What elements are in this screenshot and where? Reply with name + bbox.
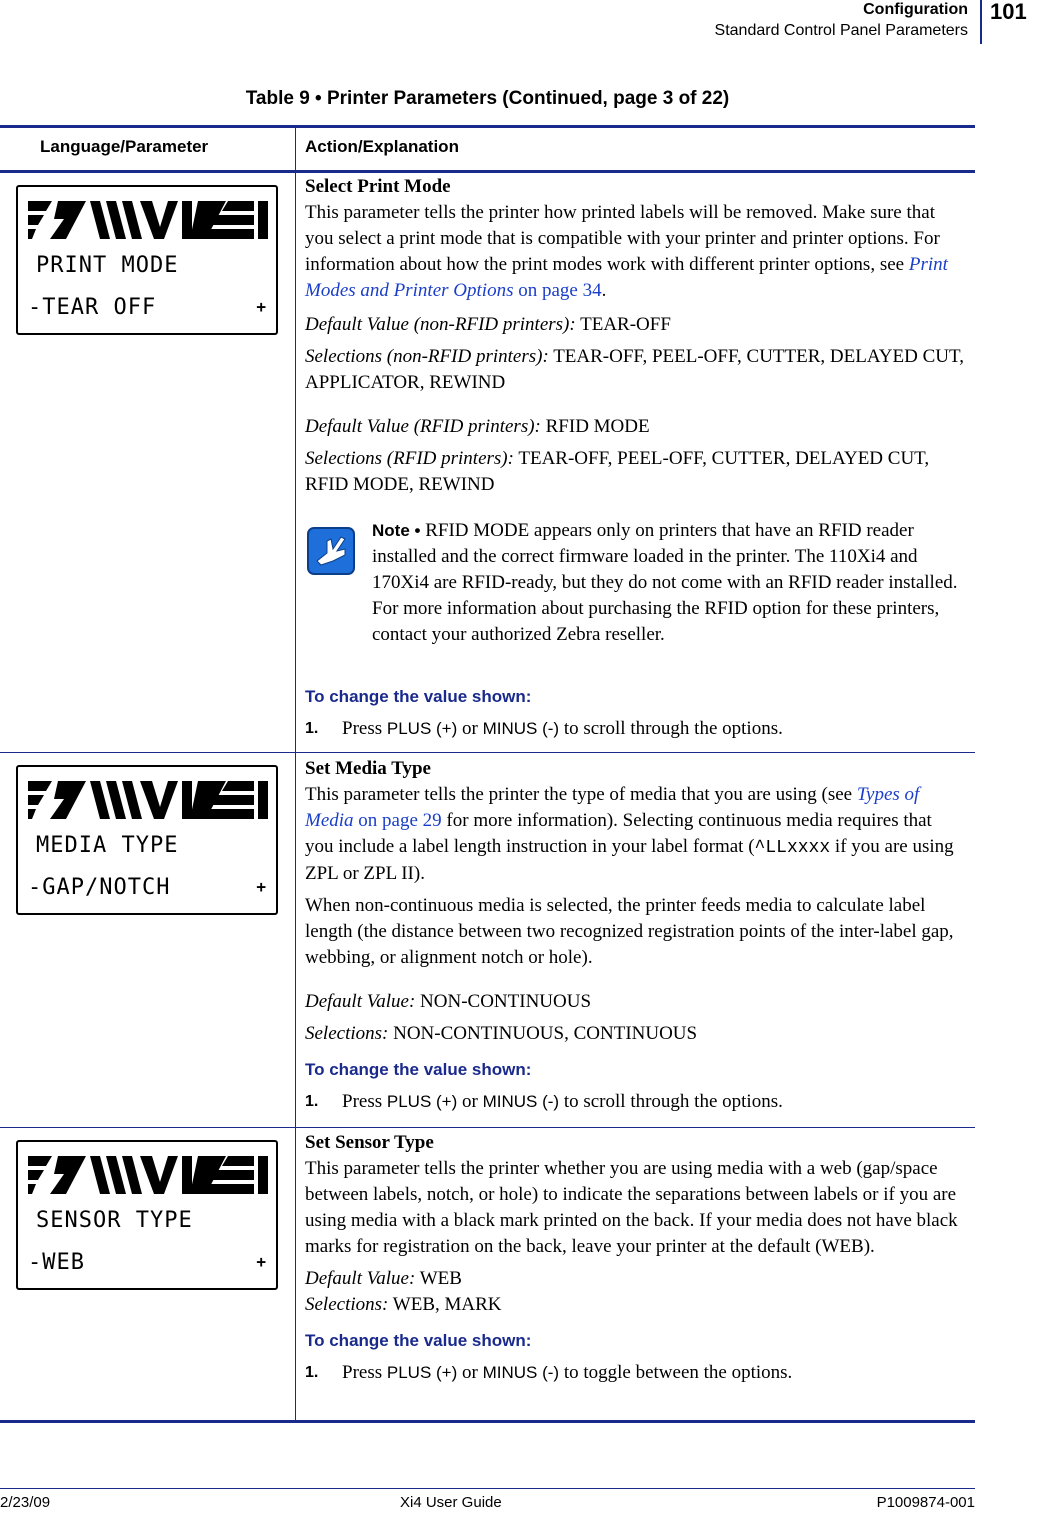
code-snippet: ^LLxxxx — [754, 838, 831, 858]
plus-key: PLUS (+) — [386, 1363, 458, 1382]
lcd-display — [16, 185, 278, 335]
step-item: 1. Press PLUS (+) or MINUS (-) to scroll through the options. — [305, 1089, 965, 1115]
lcd-display — [16, 1140, 278, 1290]
step-number: 1. — [305, 1093, 319, 1110]
change-instructions — [305, 684, 965, 742]
row-explanation — [305, 756, 965, 1115]
header-divider — [980, 0, 982, 44]
parameter-description: This parameter tells the printer the type of media that you are using (see Types of Media on page 29 for more information). Selecting continuous media requires that you include a label length instruction in your label format (^LLxxxx if you are using ZPL or ZPL II). — [305, 784, 954, 884]
note-label: Note • — [372, 521, 421, 540]
lcd-parameter-name: SENSOR TYPE — [36, 1208, 193, 1233]
header-bottom-rule — [0, 170, 975, 173]
selections: Selections: NON-CONTINUOUS, CONTINUOUS — [305, 1023, 698, 1044]
column-header-language: Language/Parameter — [40, 137, 209, 156]
lcd-parameter-value: -TEAR OFF — [28, 295, 157, 320]
parameter-description-2: When non-continuous media is selected, the printer feeds media to calculate label length (the distance between two recognized registration points of the inter-label gap, webbing, or alignment notch or hole). — [305, 895, 954, 968]
change-heading: To change the value shown: — [305, 687, 532, 706]
selections-rfid: Selections (RFID printers): TEAR-OFF, PEEL-OFF, CUTTER, DELAYED CUT, RFID MODE, REWIND — [305, 448, 930, 495]
footer-guide-title: Xi4 User Guide — [400, 1494, 502, 1511]
parameter-description: This parameter tells the printer how printed labels will be removed. Make sure that you select a print mode that is compatible with your printer and printer options. For information about how the print modes work with different printer options, see Print Modes and Printer Options on page 34. — [305, 202, 948, 301]
cross-reference-link[interactable]: Types of Media — [305, 784, 920, 831]
row-explanation — [305, 174, 965, 498]
footer-rule — [0, 1488, 975, 1489]
zebra-logo-icon — [28, 1152, 268, 1198]
parameter-heading: Select Print Mode — [305, 176, 451, 197]
selections: Selections (non-RFID printers): TEAR-OFF, PEEL-OFF, CUTTER, DELAYED CUT, APPLICATOR, REWIND — [305, 346, 964, 393]
step-number: 1. — [305, 720, 319, 737]
lcd-plus-indicator: + — [256, 1252, 266, 1271]
table-top-rule — [0, 125, 975, 128]
page-number: 101 — [990, 0, 1027, 24]
selections: Selections: WEB, MARK — [305, 1294, 502, 1315]
step-item: 1. Press PLUS (+) or MINUS (-) to toggle between the options. — [305, 1360, 965, 1386]
header-subsection: Standard Control Panel Parameters — [714, 22, 968, 39]
page-reference-link[interactable]: on page 29 — [358, 810, 442, 831]
minus-key: MINUS (-) — [482, 1092, 560, 1111]
note-hand-icon — [307, 527, 355, 575]
table-bottom-rule — [0, 1420, 975, 1423]
change-heading: To change the value shown: — [305, 1331, 532, 1350]
step-number: 1. — [305, 1364, 319, 1381]
note-box — [372, 518, 962, 648]
zebra-logo-icon — [28, 777, 268, 823]
footer-date: 2/23/09 — [0, 1494, 51, 1511]
minus-key: MINUS (-) — [482, 1363, 560, 1382]
default-value: Default Value: WEB — [305, 1268, 462, 1289]
plus-key: PLUS (+) — [386, 1092, 458, 1111]
parameter-heading: Set Media Type — [305, 758, 431, 779]
zebra-logo-icon — [28, 197, 268, 243]
row-explanation — [305, 1130, 965, 1386]
footer-part-number: P1009874-001 — [876, 1494, 975, 1511]
header-section: Configuration — [863, 1, 968, 18]
default-value-rfid: Default Value (RFID printers): RFID MODE — [305, 416, 650, 437]
row-divider — [0, 752, 975, 753]
plus-key: PLUS (+) — [386, 719, 458, 738]
parameter-description: This parameter tells the printer whether you are using media with a web (gap/space between labels, notch, or hole) to indicate the separations between labels or if you are using media with a black mark printed on the back. If your media does not have black marks for registration on the back, leave your printer at the default (WEB). — [305, 1158, 958, 1257]
page-reference-link[interactable]: on page 34 — [518, 280, 602, 301]
default-value: Default Value (non-RFID printers): TEAR-OFF — [305, 314, 671, 335]
step-item: 1. Press PLUS (+) or MINUS (-) to scroll through the options. — [305, 716, 965, 742]
note-text: RFID MODE appears only on printers that have an RFID reader installed and the correct firmware loaded in the printer. The 110Xi4 and 170Xi4 are RFID-ready, but they do not come with an RFID reader installed. For more information about purchasing the RFID option for these printers, contact your authorized Zebra reseller. — [372, 520, 958, 645]
cross-reference-link[interactable]: Print Modes and Printer Options — [305, 254, 948, 301]
column-header-action: Action/Explanation — [305, 137, 459, 156]
page-header — [0, 0, 1038, 48]
default-value: Default Value: NON-CONTINUOUS — [305, 991, 592, 1012]
change-heading: To change the value shown: — [305, 1060, 532, 1079]
lcd-parameter-name: MEDIA TYPE — [36, 833, 179, 858]
lcd-plus-indicator: + — [256, 877, 266, 896]
minus-key: MINUS (-) — [482, 719, 560, 738]
table-title: Table 9 • Printer Parameters (Continued, page 3 of 22) — [245, 88, 730, 109]
lcd-display — [16, 765, 278, 915]
parameter-heading: Set Sensor Type — [305, 1132, 434, 1153]
lcd-parameter-name: PRINT MODE — [36, 253, 179, 278]
lcd-plus-indicator: + — [256, 297, 266, 316]
row-divider — [0, 1127, 975, 1128]
lcd-parameter-value: -GAP/NOTCH — [28, 875, 171, 900]
lcd-parameter-value: -WEB — [28, 1250, 85, 1275]
column-divider — [295, 128, 296, 1422]
